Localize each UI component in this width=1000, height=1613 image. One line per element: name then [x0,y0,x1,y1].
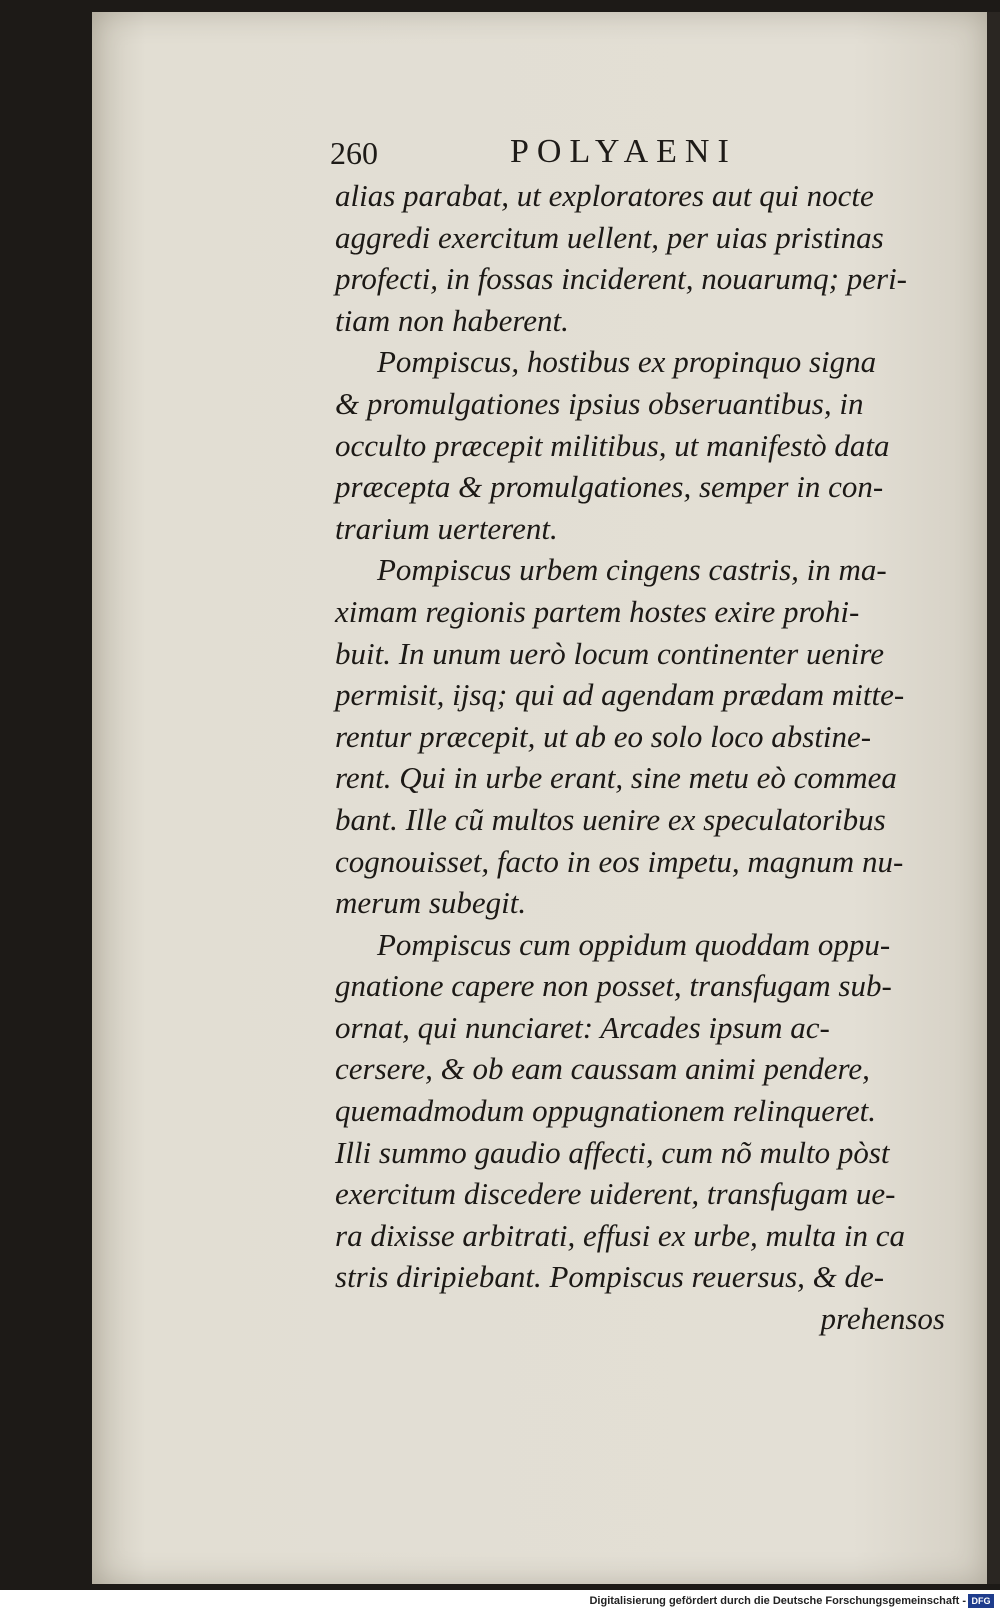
text-line: trarium uerterent. [335,510,558,546]
funding-credit: Digitalisierung gefördert durch die Deutsche Forschungsgemeinschaft - [589,1595,966,1607]
catchword: prehensos [820,1301,945,1337]
text-line: occulto præcepit militibus, ut manifestò data [335,427,890,463]
text-line: rent. Qui in urbe erant, sine metu eò commea [335,760,897,796]
dfg-logo-icon: DFG [968,1594,994,1608]
text-line: alias parabat, ut exploratores aut qui nocte [335,178,874,213]
text-line: Pompiscus cum oppidum quoddam oppu- [377,926,891,962]
text-line: quemadmodum oppugnationem relinqueret. [335,1093,876,1129]
text-line: Pompiscus, hostibus ex propinquo signa [377,344,877,380]
book-title: POLYAENI [510,133,737,170]
page-number: 260 [330,135,378,171]
text-line: stris diripiebant. Pompiscus reuersus, & de- [335,1259,885,1295]
text-line: merum subegit. [335,885,527,921]
text-line: buit. In unum uerò locum continenter uenire [335,635,884,671]
text-line: profecti, in fossas inciderent, nouarumq; peri- [335,261,908,297]
text-line: cognouisset, facto in eos impetu, magnum nu- [335,843,904,879]
text-line: aggredi exercitum uellent, per uias pristinas [335,219,884,255]
text-line: permisit, ijsq; qui ad agendam prædam mitte- [335,677,905,713]
body-text [335,175,945,1340]
text-line: & promulgationes ipsius obseruantibus, in [335,385,864,421]
footer-bar [0,1590,1000,1613]
text-line: bant. Ille cũ multos uenire ex speculatoribus [335,801,886,837]
running-head [330,135,890,175]
text-line: exercitum discedere uiderent, transfugam ue- [335,1176,896,1212]
text-line: præcepta & promulgationes, semper in con- [335,469,884,505]
text-line: cersere, & ob eam caussam animi pendere, [335,1051,870,1087]
text-line: rentur præcepit, ut ab eo solo loco abstine- [335,718,872,754]
text-line: Illi summo gaudio affecti, cum nõ multo pòst [335,1134,890,1170]
text-line: ornat, qui nunciaret: Arcades ipsum ac- [335,1009,830,1045]
text-line: ra dixisse arbitrati, effusi ex urbe, multa in ca [335,1217,906,1253]
text-line: ximam regionis partem hostes exire prohi- [335,593,860,629]
text-line: tiam non haberent. [335,302,569,338]
text-line: gnatione capere non posset, transfugam sub- [335,968,892,1004]
text-line: Pompiscus urbem cingens castris, in ma- [377,552,887,588]
page-edge [987,12,1000,1584]
